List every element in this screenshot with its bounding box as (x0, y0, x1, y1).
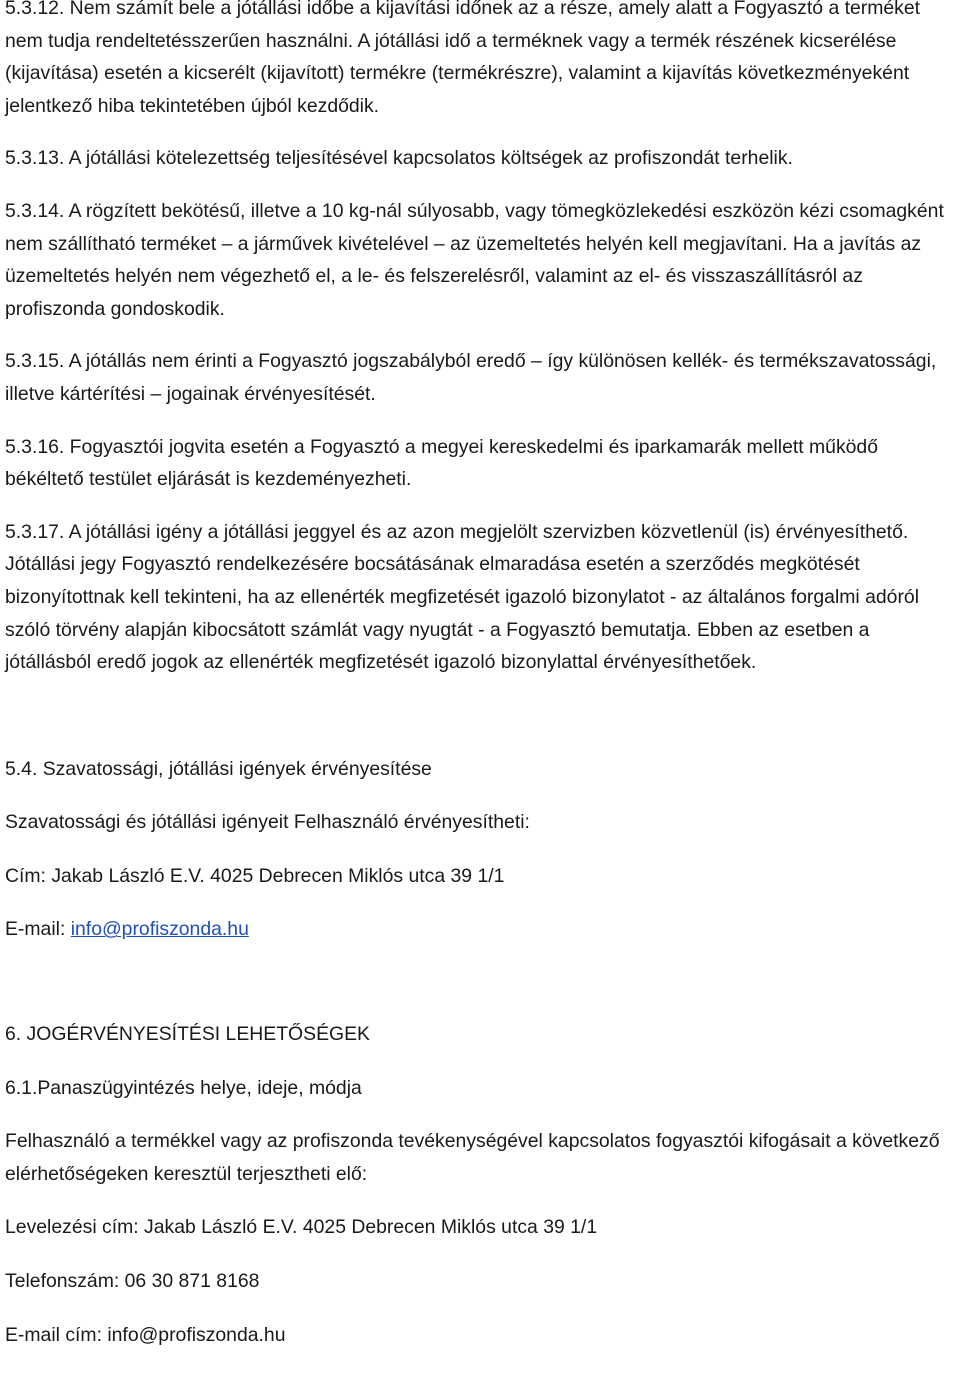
section-heading-5-4: 5.4. Szavatossági, jótállási igények érvényesítése (5, 757, 432, 780)
phone-number: Telefonszám: 06 30 871 8168 (5, 1270, 260, 1293)
section-heading-6: 6. JOGÉRVÉNYESÍTÉSI LEHETŐSÉGEK (5, 1023, 370, 1046)
document-page (5, 0, 955, 1351)
section-5-4-address: Cím: Jakab László E.V. 4025 Debrecen Miklós utca 39 1/1 (5, 864, 505, 887)
email-link[interactable]: info@profiszonda.hu (70, 918, 249, 941)
paragraph-5-3-13: 5.3.13. A jótállási kötelezettség teljesítésével kapcsolatos költségek az profiszondát terhelik. (5, 147, 793, 170)
paragraph-5-3-15: 5.3.15. A jótállás nem érinti a Fogyasztó jogszabályból eredő – így különösen kellék- és termékszavatossági, illetve kártérítési – jogainak érvényesítését. (5, 350, 937, 405)
paragraph-5-3-14: 5.3.14. A rögzített bekötésű, illetve a 10 kg-nál súlyosabb, vagy tömegközlekedési eszközön kézi csomagként nem szállítható terméket – a járművek kivételével – az üzemeltetés helyén kell megjavítani. Ha a javítás az üzemeltetés helyén nem végezhető el, a le- és felszerelésről, valamint az el- és visszaszállításról az profiszonda gondoskodik. (5, 199, 944, 320)
section-6-1-intro: Felhasználó a termékkel vagy az profiszonda tevékenységével kapcsolatos fogyasztói kifogásait a következő elérhetőségeken keresztül terjesztheti elő: (5, 1130, 940, 1185)
postal-address: Levelezési cím: Jakab László E.V. 4025 Debrecen Miklós utca 39 1/1 (5, 1216, 598, 1239)
section-5-4-email (5, 913, 955, 946)
section-5-4-intro: Szavatossági és jótállási igényeit Felhasználó érvényesítheti: (5, 811, 530, 834)
contact-email: E-mail cím: info@profiszonda.hu (5, 1323, 286, 1346)
subsection-heading-6-1: 6.1.Panaszügyintézés helye, ideje, módja (5, 1076, 362, 1099)
paragraph-5-3-12: 5.3.12. Nem számít bele a jótállási időbe a kijavítási időnek az a része, amely alatt a Fogyasztó a terméket nem tudja rendeltetésszerűen használni. A jótállási idő a terméknek vagy a termék részének kicserélése (kijavítása) esetén a kicserélt (kijavított) termékre (termékrészre), valamint a kijavítás következményeként jelentkező hiba tekintetében újból kezdődik. (5, 0, 921, 117)
email-label: E-mail: (5, 918, 71, 941)
paragraph-5-3-17: 5.3.17. A jótállási igény a jótállási jeggyel és az azon megjelölt szervizben közvetlenül (is) érvényesíthető. Jótállási jegy Fogyasztó rendelkezésére bocsátásának elmaradása esetén a szerződés megkötését bizonyítottnak kell tekinteni, ha az ellenérték megfizetését igazoló bizonylatot - az általános forgalmi adóról szóló törvény alapján kibocsátott számlát vagy nyugtát - a Fogyasztó bemutatja. Ebben az esetben a jótállásból eredő jogok az ellenérték megfizetését igazoló bizonylattal érvényesíthetőek. (5, 520, 920, 674)
paragraph-5-3-16: 5.3.16. Fogyasztói jogvita esetén a Fogyasztó a megyei kereskedelmi és iparkamarák mellett működő békéltető testület eljárását is kezdeményezheti. (5, 435, 879, 491)
